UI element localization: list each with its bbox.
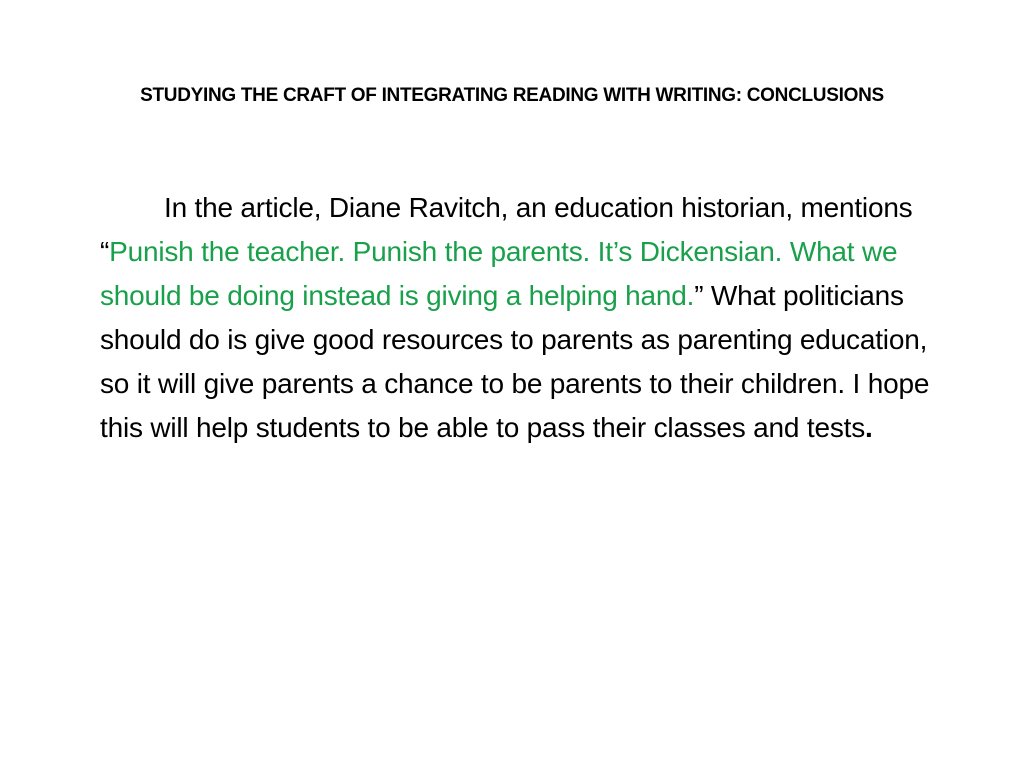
body-intro-text: In the article, Diane Ravitch, an education historian, mentions “ — [100, 192, 913, 267]
slide-body-paragraph — [100, 186, 960, 450]
body-conclusion-text: ” What politicians should do is give good resources to parents as parenting education, so it will give parents a chance to be parents to their children. I hope this will help students to be able to pass their classes and tests — [100, 280, 930, 443]
ravitch-quote: Punish the teacher. Punish the parents. It’s Dickensian. What we should be doing instead is giving a helping hand. — [100, 236, 898, 311]
slide-title: STUDYING THE CRAFT OF INTEGRATING READING WITH WRITING: CONCLUSIONS — [140, 85, 884, 106]
final-period: . — [865, 412, 873, 443]
